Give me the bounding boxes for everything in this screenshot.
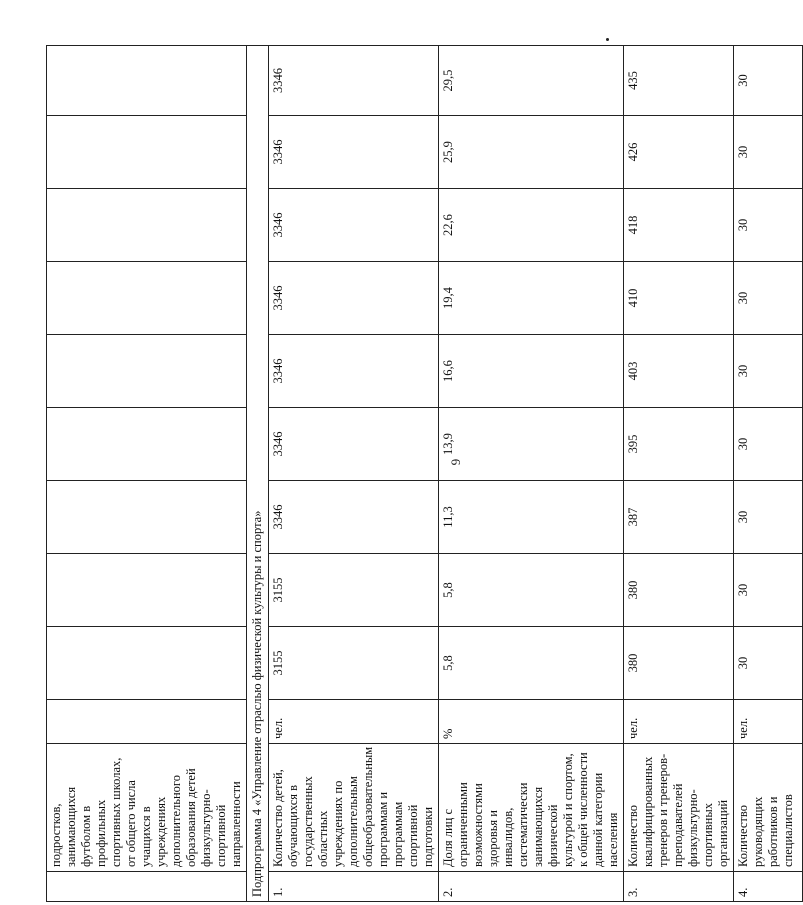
row-value: 30: [734, 481, 803, 554]
row-value: 410: [624, 262, 734, 335]
table-row: [269, 46, 439, 902]
row-value: 380: [624, 554, 734, 627]
row-value: 30: [734, 189, 803, 262]
row-value: 3346: [269, 408, 439, 481]
row-value: 3155: [269, 627, 439, 700]
row-value: 13,9: [439, 408, 624, 481]
row-number: 3.: [624, 872, 734, 902]
row-value: 426: [624, 116, 734, 189]
row-unit: %: [439, 700, 624, 744]
row-value: 3346: [269, 46, 439, 116]
row-value: 3346: [269, 189, 439, 262]
row-value: 22,6: [439, 189, 624, 262]
row-value: 387: [624, 481, 734, 554]
stray-dot: [606, 38, 609, 41]
row-value: 30: [734, 262, 803, 335]
row-unit: чел.: [734, 700, 803, 744]
row-value: 418: [624, 189, 734, 262]
continuation-text: подростков, занимающихся футболом в профильных спортивных школах, от общего числа учащихся в учреждениях дополнительного образования детей физкультурно-спортивной направленности: [47, 744, 247, 872]
row-value: 395: [624, 408, 734, 481]
row-value: 30: [734, 46, 803, 116]
subprogram-row: [247, 46, 269, 902]
row-value: 30: [734, 116, 803, 189]
table-row: [624, 46, 734, 902]
row-name: Количество руководящих работников и специалистов: [734, 744, 803, 872]
row-value: 16,6: [439, 335, 624, 408]
row-name: Количество детей, обучающихся в государственных областных учреждениях по дополнительным общеобразовательным программам и программам спортивной подготовки: [269, 744, 439, 872]
row-name: Количество квалифицированных тренеров и тренеров-преподавателей физкультурно-спортивных организаций: [624, 744, 734, 872]
row-value: 11,3: [439, 481, 624, 554]
row-value: 3155: [269, 554, 439, 627]
row-value: 30: [734, 627, 803, 700]
row-value: 3346: [269, 262, 439, 335]
table-row: [439, 46, 624, 902]
row-name: Доля лиц с ограниченными возможностями здоровья и инвалидов, систематически занимающихся физической культурой и спортом, к общей численности данной категории населения: [439, 744, 624, 872]
row-number: 1.: [269, 872, 439, 902]
row-value: 3346: [269, 116, 439, 189]
row-unit: чел.: [624, 700, 734, 744]
row-value: 30: [734, 554, 803, 627]
indicators-table-container: [46, 46, 795, 902]
row-value: 29,5: [439, 46, 624, 116]
row-value: 5,8: [439, 554, 624, 627]
indicators-table: [46, 45, 803, 902]
row-value: 403: [624, 335, 734, 408]
row-value: 5,8: [439, 627, 624, 700]
row-value: 25,9: [439, 116, 624, 189]
table-row: [734, 46, 803, 902]
subprogram-title: Подпрограмма 4 «Управление отраслью физической культуры и спорта»: [247, 46, 269, 902]
row-value: 30: [734, 408, 803, 481]
row-value: 19,4: [439, 262, 624, 335]
row-value: 435: [624, 46, 734, 116]
row-value: 3346: [269, 481, 439, 554]
row-value: 3346: [269, 335, 439, 408]
row-value: 380: [624, 627, 734, 700]
row-number: 2.: [439, 872, 624, 902]
continuation-row: [47, 46, 247, 902]
row-value: 30: [734, 335, 803, 408]
page-number: 6: [448, 458, 464, 466]
row-number: 4.: [734, 872, 803, 902]
row-unit: чел.: [269, 700, 439, 744]
